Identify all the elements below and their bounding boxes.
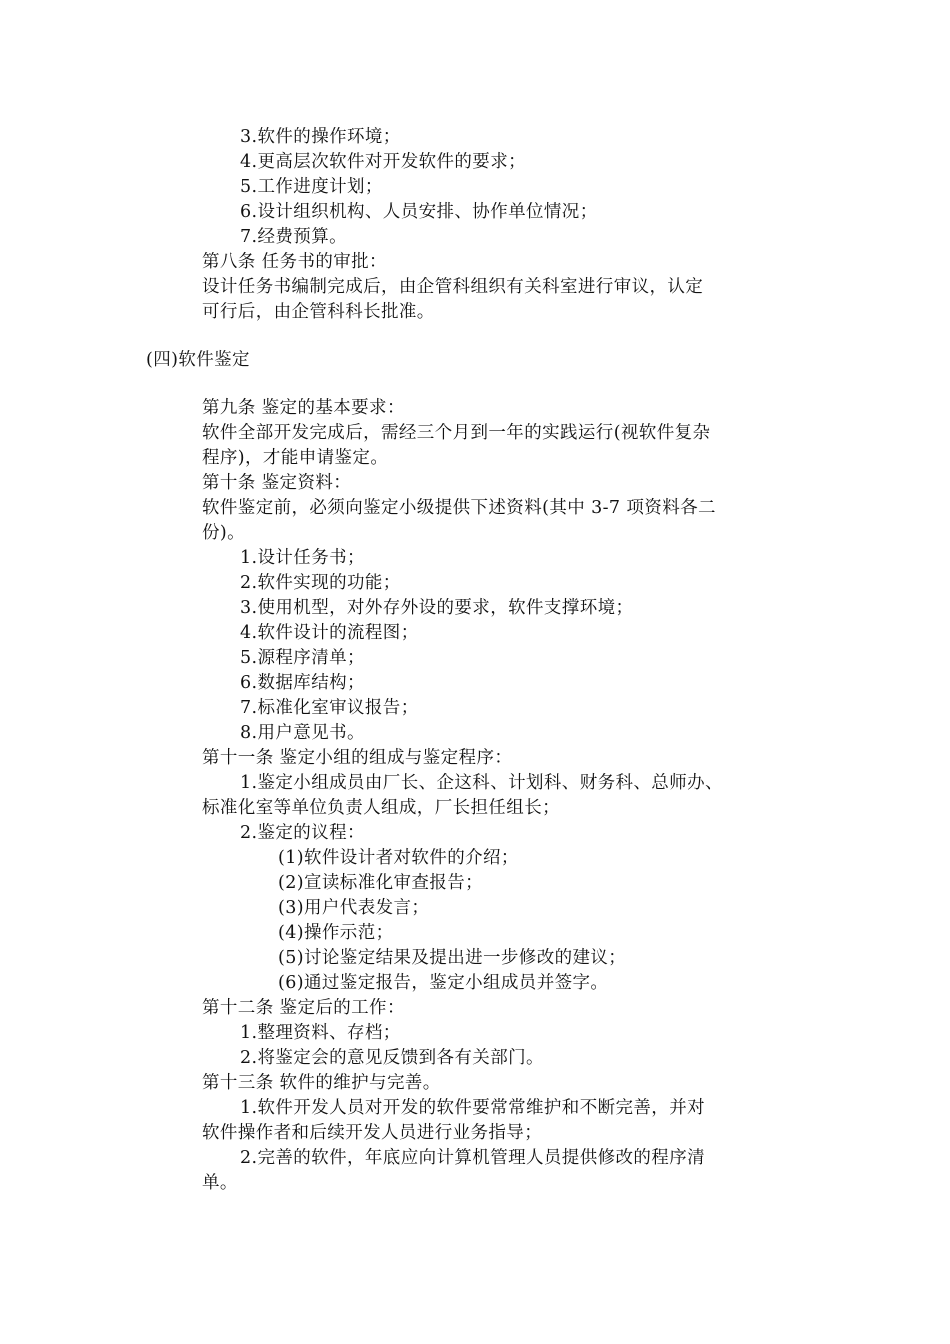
list-item: 2.将鉴定会的意见反馈到各有关部门。 [240,1048,544,1068]
paragraph-line: 程序)，才能申请鉴定。 [202,448,389,468]
list-item: 3.使用机型，对外存外设的要求，软件支撑环境； [240,598,634,618]
list-item: 7.标准化室审议报告； [240,698,419,718]
sub-list-item: (2)宣读标准化审查报告； [278,873,483,893]
sub-list-item: (4)操作示范； [278,923,394,943]
paragraph-line: 软件全部开发完成后，需经三个月到一年的实践运行(视软件复杂 [202,423,711,443]
list-item: 4.软件设计的流程图； [240,623,419,643]
list-item: 2.软件实现的功能； [240,573,401,593]
paragraph-line: 可行后，由企管科科长批准。 [202,302,435,322]
article-heading: 第十二条 鉴定后的工作： [202,998,405,1018]
article-heading: 第九条 鉴定的基本要求： [202,398,405,418]
list-item: 2.鉴定的议程： [240,823,365,843]
list-item: 6.数据库结构； [240,673,365,693]
paragraph-line: 单。 [202,1173,238,1193]
list-item: 7.经费预算。 [240,227,347,247]
section-heading: (四)软件鉴定 [146,350,250,370]
sub-list-item: (6)通过鉴定报告，鉴定小组成员并签字。 [278,973,609,993]
article-heading: 第十一条 鉴定小组的组成与鉴定程序： [202,748,513,768]
paragraph-line: 软件操作者和后续开发人员进行业务指导； [202,1123,543,1143]
list-item: 1.设计任务书； [240,548,365,568]
list-item: 5.工作进度计划； [240,177,383,197]
list-item: 1.鉴定小组成员由厂长、企这科、计划科、财务科、总师办、 [240,773,723,793]
paragraph-line: 软件鉴定前，必须向鉴定小级提供下述资料(其中 3-7 项资料各二 [202,498,716,518]
paragraph-line: 标准化室等单位负责人组成，厂长担任组长； [202,798,560,818]
paragraph-line: 设计任务书编制完成后，由企管科组织有关科室进行审议，认定 [202,277,704,297]
article-heading: 第八条 任务书的审批： [202,252,387,272]
list-item: 1.整理资料、存档； [240,1023,401,1043]
article-heading: 第十三条 软件的维护与完善。 [202,1073,441,1093]
list-item: 3.软件的操作环境； [240,127,401,147]
list-item: 8.用户意见书。 [240,723,365,743]
list-item: 4.更高层次软件对开发软件的要求； [240,152,526,172]
list-item: 6.设计组织机构、人员安排、协作单位情况； [240,202,598,222]
sub-list-item: (1)软件设计者对软件的介绍； [278,848,519,868]
list-item: 1.软件开发人员对开发的软件要常常维护和不断完善，并对 [240,1098,705,1118]
paragraph-line: 份)。 [202,523,246,543]
list-item: 2.完善的软件，年底应向计算机管理人员提供修改的程序清 [240,1148,705,1168]
list-item: 5.源程序清单； [240,648,365,668]
article-heading: 第十条 鉴定资料： [202,473,352,493]
sub-list-item: (5)讨论鉴定结果及提出进一步修改的建议； [278,948,627,968]
sub-list-item: (3)用户代表发言； [278,898,430,918]
